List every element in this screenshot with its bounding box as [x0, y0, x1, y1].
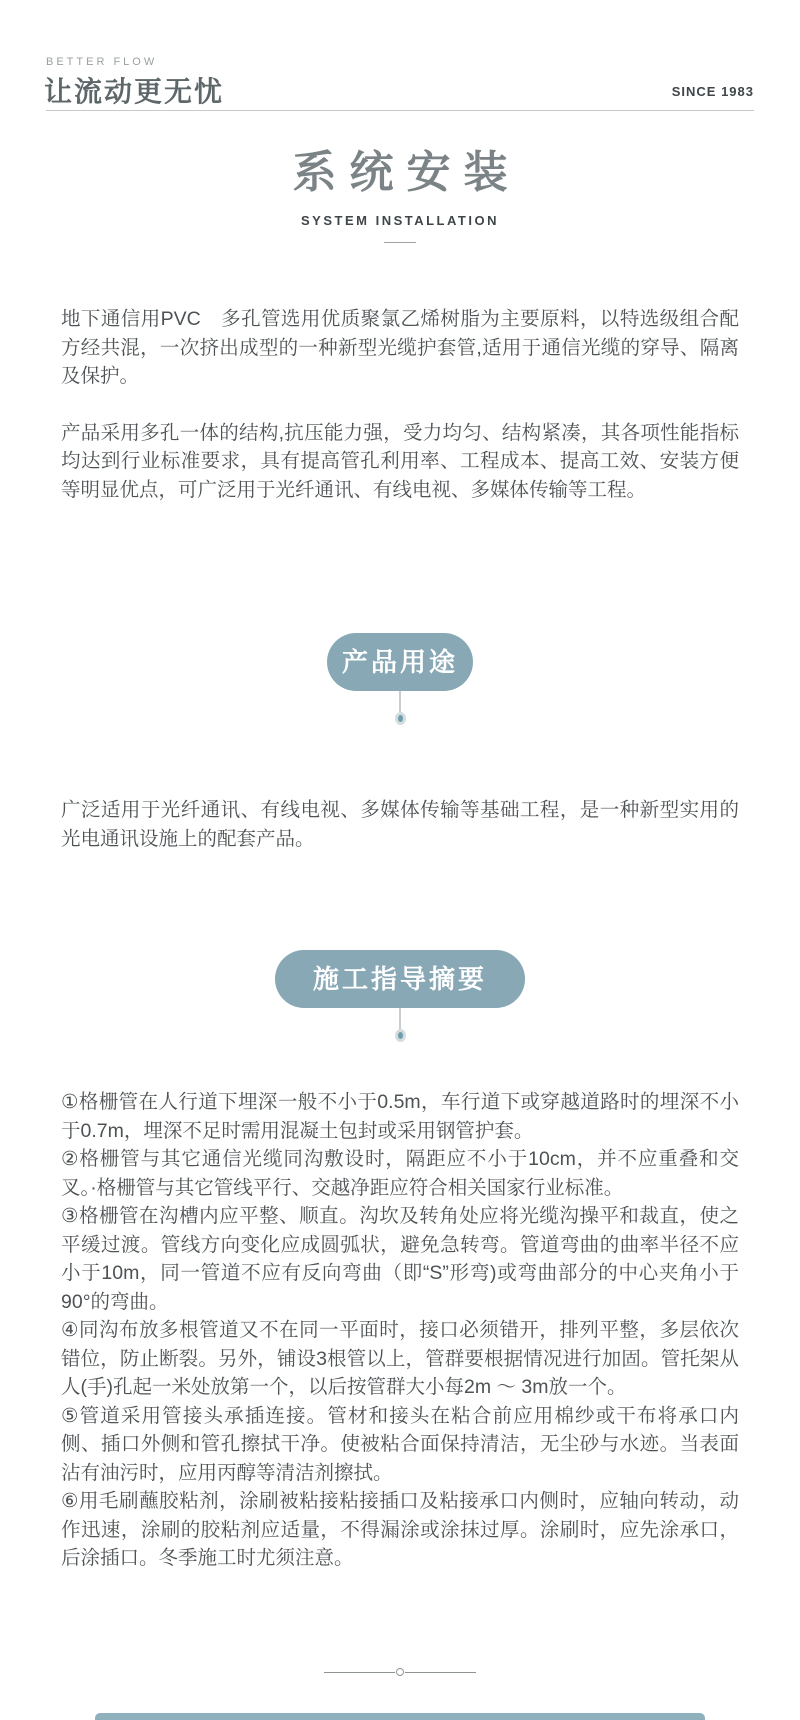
guide-item-6: ⑥用毛刷蘸胶粘剂，涂刷被粘接粘接插口及粘接承口内侧时，应轴向转动，动作迅速，涂刷的胶粘剂应适量，不得漏涂或涂抹过厚。涂刷时，应先涂承口，后涂插口。冬季施工时尤须注意。 — [61, 1490, 739, 1569]
guide-item-5: ⑤管道采用管接头承插连接。管材和接头在粘合前应用棉纱或干布将承口内侧、插口外侧和管孔擦拭干净。使被粘合面保持清洁，无尘砂与水迹。当表面沾有油污时，应用丙醇等清洁剂擦拭。 — [61, 1404, 739, 1484]
ornament-line-left — [324, 1672, 395, 1673]
brand-tagline: BETTER FLOW — [46, 56, 158, 68]
usage-section — [61, 796, 739, 853]
guide-item-2: ②格栅管与其它通信光缆同沟敷设时，隔距应不小于10cm，并不应重叠和交叉。·格栅管与其它管线平行、交越净距应符合相关国家行业标准。 — [61, 1148, 739, 1199]
brand-logo: 让流动更无忧 — [44, 76, 225, 107]
since-label: SINCE 1983 — [671, 84, 754, 99]
ornament-line-right — [405, 1672, 476, 1673]
ornament-circle — [396, 1668, 404, 1676]
footer-bar — [95, 1713, 705, 1720]
title-block — [0, 148, 800, 243]
guide-section-badge: 施工指导摘要 — [275, 950, 525, 1008]
footer-ornament — [0, 1668, 800, 1676]
guide-item-1: ①格栅管在人行道下埋深一般不小于0.5m，车行道下或穿越道路时的埋深不小于0.7m，埋深不足时需用混凝土包封或采用钢管护套。 — [61, 1091, 739, 1142]
usage-paragraph: 广泛适用于光纤通讯、有线电视、多媒体传输等基础工程，是一种新型实用的光电通讯设施上的配套产品。 — [61, 799, 739, 850]
page-title: 系统安装 — [292, 148, 521, 197]
guide-list — [61, 1088, 739, 1573]
intro-paragraph-2: 产品采用多孔一体的结构,抗压能力强，受力均匀、结构紧凑，其各项性能指标均达到行业标准要求，具有提高管孔利用率、工程成本、提高工效、安装方便等明显优点，可广泛用于光纤通讯、有线电视、多媒体传输等工程。 — [61, 421, 739, 501]
connector-line — [399, 1008, 401, 1029]
connector-line — [399, 691, 401, 712]
usage-badge-block — [0, 633, 800, 725]
header-divider — [46, 110, 754, 111]
intro-section — [61, 305, 739, 532]
page-subtitle: SYSTEM INSTALLATION — [301, 213, 499, 228]
guide-badge-block — [0, 950, 800, 1042]
connector-dot — [395, 1029, 406, 1042]
title-divider — [384, 242, 416, 243]
intro-paragraph-1: 地下通信用PVC 多孔管选用优质聚氯乙烯树脂为主要原料，以特选级组合配方经共混，一次挤出成型的一种新型光缆护套管,适用于通信光缆的穿导、隔离及保护。 — [61, 308, 739, 387]
usage-section-badge: 产品用途 — [327, 633, 473, 691]
guide-item-3: ③格栅管在沟槽内应平整、顺直。沟坎及转角处应将光缆沟操平和裁直，使之平缓过渡。管线方向变化应成圆弧状，避免急转弯。管道弯曲的曲率半径不应小于10m，同一管道不应有反向弯曲（即“S”形弯)或弯曲部分的中心夹角小于90°的弯曲。 — [61, 1205, 739, 1313]
guide-item-4: ④同沟布放多根管道又不在同一平面时，接口必须错开，排列平整，多层依次错位，防止断裂。另外，铺设3根管以上，管群要根据情况进行加固。管托架从人(手)孔起一米处放第一个，以后按管群大小每2m ～ 3m放一个。 — [61, 1319, 739, 1398]
connector-dot — [395, 712, 406, 725]
